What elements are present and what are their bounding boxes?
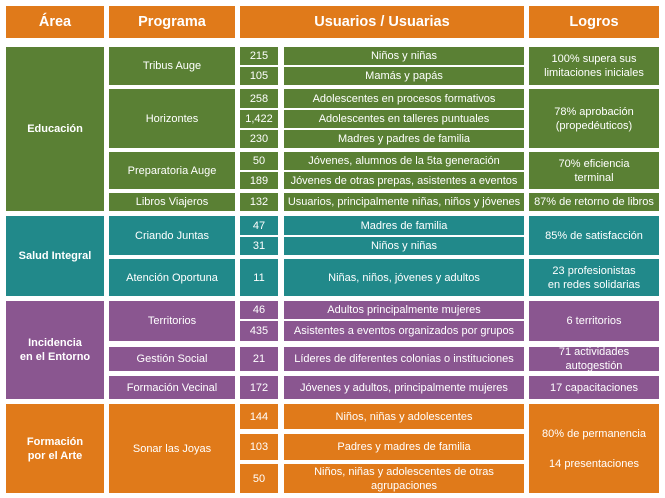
user-description: Madres de familia — [284, 216, 524, 235]
user-description: Adolescentes en procesos formativos — [284, 89, 524, 108]
user-count: 215 — [240, 47, 278, 65]
header-usuarios: Usuarios / Usuarias — [240, 6, 524, 38]
user-count: 258 — [240, 89, 278, 108]
user-description: Padres y madres de familia — [284, 434, 524, 460]
user-description: Asistentes a eventos organizados por grupos — [284, 321, 524, 341]
logro-gestion-social: 71 actividades autogestión — [529, 347, 659, 371]
user-description: Líderes de diferentes colonias o instituciones — [284, 347, 524, 371]
logro-atencion-oportuna: 23 profesionistas en redes solidarias — [529, 259, 659, 296]
user-count: 172 — [240, 376, 278, 399]
user-description: Niños y niñas — [284, 47, 524, 65]
user-count: 47 — [240, 216, 278, 235]
user-count: 31 — [240, 237, 278, 255]
header-logros: Logros — [529, 6, 659, 38]
user-description: Niñas, niños, jóvenes y adultos — [284, 259, 524, 296]
user-description: Jóvenes y adultos, principalmente mujeres — [284, 376, 524, 399]
program-atencion-oportuna: Atención Oportuna — [109, 259, 235, 296]
user-count: 132 — [240, 193, 278, 211]
user-count: 103 — [240, 434, 278, 460]
user-description: Adolescentes en talleres puntuales — [284, 110, 524, 128]
program-formacion-vecinal: Formación Vecinal — [109, 376, 235, 399]
logro-preparatoria-auge: 70% eficiencia terminal — [529, 152, 659, 189]
user-count: 21 — [240, 347, 278, 371]
user-count: 230 — [240, 130, 278, 148]
user-count: 189 — [240, 172, 278, 189]
program-territorios: Territorios — [109, 301, 235, 341]
logro-libros-viajeros: 87% de retorno de libros — [529, 193, 659, 211]
logro-tribus-auge: 100% supera sus limitaciones iniciales — [529, 47, 659, 85]
area-incidencia-entorno: Incidencia en el Entorno — [6, 301, 104, 399]
header-programa: Programa — [109, 6, 235, 38]
user-description: Niños, niñas y adolescentes de otras agrupaciones — [284, 464, 524, 493]
user-count: 50 — [240, 464, 278, 493]
user-description: Madres y padres de familia — [284, 130, 524, 148]
user-description: Adultos principalmente mujeres — [284, 301, 524, 319]
program-criando-juntas: Criando Juntas — [109, 216, 235, 255]
program-gestion-social: Gestión Social — [109, 347, 235, 371]
area-salud-integral: Salud Integral — [6, 216, 104, 296]
logro-permanencia: 80% de permanencia — [542, 427, 646, 440]
user-count: 50 — [240, 152, 278, 170]
logro-criando-juntas: 85% de satisfacción — [529, 216, 659, 255]
user-count: 105 — [240, 67, 278, 85]
user-description: Niños, niñas y adolescentes — [284, 404, 524, 429]
program-libros-viajeros: Libros Viajeros — [109, 193, 235, 211]
area-educacion: Educación — [6, 47, 104, 211]
program-sonar-las-joyas: Sonar las Joyas — [109, 404, 235, 493]
logro-formacion-vecinal: 17 capacitaciones — [529, 376, 659, 399]
user-description: Mamás y papás — [284, 67, 524, 85]
user-description: Jóvenes de otras prepas, asistentes a eventos — [284, 172, 524, 189]
logro-presentaciones: 14 presentaciones — [549, 457, 639, 470]
header-area: Área — [6, 6, 104, 38]
user-count: 11 — [240, 259, 278, 296]
program-tribus-auge: Tribus Auge — [109, 47, 235, 85]
user-description: Jóvenes, alumnos de la 5ta generación — [284, 152, 524, 170]
user-count: 46 — [240, 301, 278, 319]
area-formacion-arte: Formación por el Arte — [6, 404, 104, 493]
logro-sonar-las-joyas — [529, 404, 659, 493]
user-count: 144 — [240, 404, 278, 429]
logro-territorios: 6 territorios — [529, 301, 659, 341]
user-count: 1,422 — [240, 110, 278, 128]
program-preparatoria-auge: Preparatoria Auge — [109, 152, 235, 189]
program-horizontes: Horizontes — [109, 89, 235, 148]
user-description: Usuarios, principalmente niñas, niños y jóvenes — [284, 193, 524, 211]
user-count: 435 — [240, 321, 278, 341]
logro-horizontes: 78% aprobación (propedéuticos) — [529, 89, 659, 148]
user-description: Niños y niñas — [284, 237, 524, 255]
